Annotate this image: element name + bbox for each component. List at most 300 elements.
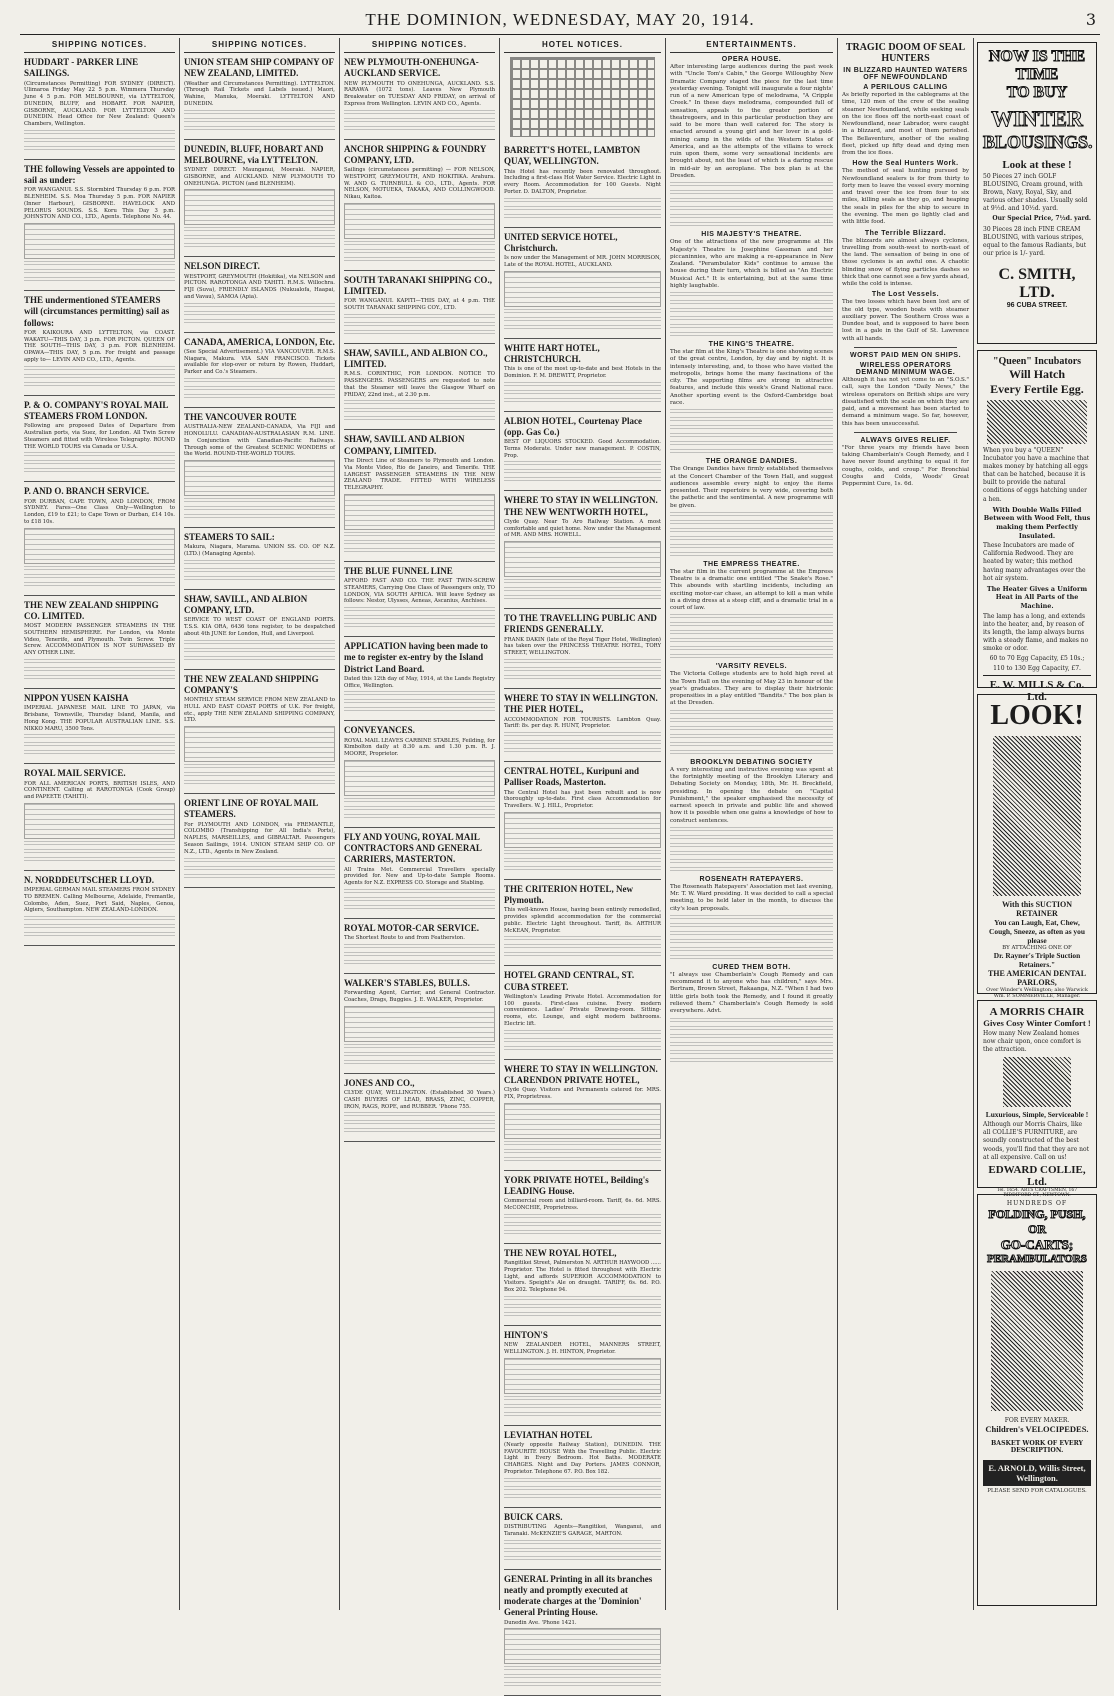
fine-print — [344, 540, 495, 546]
fine-print — [670, 300, 833, 306]
fine-print — [670, 614, 833, 620]
notice-block — [504, 1171, 661, 1244]
fine-print — [504, 952, 661, 958]
fine-print — [670, 520, 833, 526]
fine-print — [504, 1486, 661, 1492]
notice-block — [344, 562, 495, 637]
ad-text: How many New Zealand homes now chair upon, once comfort is the attraction. — [983, 1030, 1081, 1054]
fine-print — [504, 1214, 661, 1220]
fine-print — [344, 607, 495, 613]
fine-print — [184, 243, 335, 249]
notice-body: All Trains Met. Commercial Travellers specially provided for. New and Up-to-date Sample Rooms. Agents for N.Z. EXPRESS CO. Storage and Stabling. — [344, 866, 495, 887]
fine-print — [344, 905, 495, 911]
fine-print — [670, 1050, 833, 1056]
fine-print — [670, 222, 833, 228]
notice-block — [344, 919, 495, 974]
fine-print — [504, 936, 661, 942]
divider — [854, 432, 957, 433]
notice-block — [344, 974, 495, 1074]
fine-print — [670, 859, 833, 865]
notice-body: The Shortest Route to and from Featherston. — [344, 935, 465, 942]
notice-title: APPLICATION having been made to me to register ex-entry by the Island District Land Board. — [344, 641, 488, 674]
notice-block — [504, 609, 661, 689]
fine-print — [670, 552, 833, 558]
news-paragraph: "I always use Chamberlain's Cough Remedy and can recommend it to anyone who has children," says Mrs. Bertram, Brown Street, Rakaanga, N.Z. "When I had two little girls both took the Remedy, and I found it greatly relieved them." Chamberlain's Cough Remedy is sold everywhere. Advt. — [670, 971, 833, 1015]
fine-print — [24, 841, 175, 847]
fine-print — [184, 319, 335, 325]
ad-text: With Double Walls Filled Between with Wood Felt, thus making them Perfectly Insulated. — [983, 505, 1091, 540]
notice-block — [504, 1508, 661, 1570]
fine-print — [670, 726, 833, 732]
fine-print — [184, 764, 335, 770]
sailing-table — [344, 1006, 495, 1042]
fine-print — [344, 1120, 495, 1126]
notice-body: IMPERIAL GERMAN MAIL STEAMERS FROM SYDNEY TO BREMEN. Calling Melbourne, Adelaide, Fremantle, Colombo, Aden, Suez, Port Said, Naples, Genoa, Algiers, Southampton. NEW ZEALAND-LONDON. — [24, 887, 175, 914]
hotel-illustration — [510, 57, 655, 137]
notice-title: DUNEDIN, BLUFF, HOBART AND MELBOURNE, via LYTTELTON. — [184, 143, 324, 165]
notice-body: WESTPORT, GREYMOUTH (Hokitika), via NELSON and PICTON. RAROTONGA AND TAHITI. R.M.S. Willochra. FIJI (Suva), FRIENDLY ISLANDS (Nukualofa, Haapai, and Vavau), SAMOA (Apia). — [184, 273, 335, 300]
news-paragraph: A very interesting and instructive evening was spent at the fortnightly meeting of the Brooklyn Literary and Debating Society on Monday, 18th, Mr. H. Breckfield, presiding. In opening the debate on "Capital Punishment," the speaker emphasised the necessity of earnest speech in private and public life and showed how it is possible when one gains a knowledge of how to construct sentences. — [670, 766, 833, 824]
notice-body: R.M.S. CORINTHIC, FOR LONDON. NOTICE TO PASSENGERS. PASSENGERS are requested to note that the Steamer will leave the Glasgow Wharf on FRIDAY, 22nd inst., at 2.30 p.m. — [344, 371, 495, 398]
ad-headline: BLOUSINGS. — [983, 132, 1093, 152]
fine-print — [344, 257, 495, 263]
headline-seal-hunters: TRAGIC DOOM OF SEAL HUNTERS — [845, 42, 966, 64]
sailing-table — [24, 803, 175, 839]
news-heading: BROOKLYN DEBATING SOCIETY — [690, 758, 813, 766]
sailing-table — [24, 223, 175, 259]
ad-text: FOR EVERY MAKER. — [1004, 1417, 1070, 1424]
ad-text: Although our Morris Chairs, like all COLLIE'S FURNITURE, are soundly constructed of the best woods, you'll find that they are not at all expensive. Call on us! — [983, 1121, 1090, 1161]
notice-title: HUDDART - PARKER LINE SAILINGS. — [24, 57, 139, 79]
ad-c-smith — [977, 42, 1097, 344]
notice-block — [344, 828, 495, 919]
notice-body: FOR WANGANUI. KAPITI—THIS DAY, at 4 p.m. THE SOUTH TARANAKI SHIPPING COY., LTD. — [344, 298, 495, 312]
column-entertainments — [666, 38, 838, 1610]
notice-block — [504, 1244, 661, 1326]
notice-title: SHAW, SAVILL, AND ALBION CO., LIMITED. — [344, 347, 488, 370]
fine-print — [670, 638, 833, 644]
ad-headline: Gives Cosy Winter Comfort ! — [983, 1018, 1091, 1028]
fine-print — [504, 667, 661, 673]
fine-print — [184, 640, 335, 646]
fine-print — [504, 850, 661, 856]
notice-body: AFFORD FAST AND CO. THE FAST TWIN-SCREW STEAMERS, Carrying One Class of Passengers only, TO LONDON, VIA SOUTH AFRICA. Will leave Sydney as follows: Nestor, Ulysses, Aeneas, Ascanius, Anchises. — [344, 578, 495, 605]
fine-print — [670, 734, 833, 740]
fine-print — [184, 118, 335, 124]
fine-print — [504, 1682, 661, 1688]
notice-block — [184, 670, 335, 795]
notice-title: UNITED SERVICE HOTEL, Christchurch. — [504, 231, 618, 253]
notice-block — [184, 333, 335, 408]
notice-block — [504, 339, 661, 412]
fine-print — [670, 198, 833, 204]
fine-print — [504, 1494, 661, 1500]
ad-edward-collie — [977, 1000, 1097, 1198]
news-heading: CURED THEM BOTH. — [712, 963, 791, 971]
ad-headline: TO BUY — [1006, 84, 1068, 101]
sailing-table — [504, 541, 661, 577]
fine-print — [504, 858, 661, 864]
fine-print — [344, 408, 495, 414]
fine-print — [670, 718, 833, 724]
fine-print — [670, 622, 833, 628]
ad-capacity: 110 to 130 Egg Capacity, £7. — [993, 665, 1081, 673]
notice-title: UNION STEAM SHIP COMPANY OF NEW ZEALAND, LIMITED. — [184, 57, 334, 79]
ad-headline: PERAMBULATORS — [987, 1253, 1087, 1265]
fine-print — [670, 710, 833, 716]
notice-title: ALBION HOTEL, Courtenay Place (opp. Gas Co.) — [504, 415, 643, 437]
notice-body: FOR ALL AMERICAN PORTS, BRITISH ISLES, AND CONTINENT. Calling at RAROTONGA (Cook Group) and PAPEETE (TAHITI). — [24, 780, 175, 801]
ad-headline: "Queen" Incubators — [992, 356, 1082, 367]
fine-print — [504, 732, 661, 738]
fine-print — [670, 182, 833, 188]
notice-block — [24, 764, 175, 871]
ad-advertiser: E. W. MILLS & Co. Ltd. — [983, 675, 1091, 703]
notice-body: Clyde Quay. Near To Aro Railway Station. A most comfortable and quiet home. Now under the Management of MR. AND MRS. HOWELL. — [504, 518, 661, 539]
fine-print — [670, 931, 833, 937]
fine-print — [24, 460, 175, 466]
notice-block — [504, 228, 661, 339]
sailing-table — [344, 760, 495, 796]
fine-print — [670, 417, 833, 423]
article-paragraph: The method of seal hunting pursued by Newfoundland sealers is for from thirty to forty men to leave the vessel every morning and travel over the ice from four to six miles, killing seals as they go, and heaping the seals in piles for the ship to secure in the evening. The men go lightly clad and with little food. — [842, 168, 969, 226]
fine-print — [504, 1396, 661, 1402]
notice-title: SHAW, SAVILL AND ALBION COMPANY, LIMITED. — [344, 434, 465, 456]
fine-print — [670, 544, 833, 550]
notice-block — [344, 430, 495, 561]
fine-print — [344, 814, 495, 820]
fine-print — [184, 394, 335, 400]
notice-block — [504, 1326, 661, 1426]
notice-body: (Nearly opposite Railway Station), DUNEDIN. THE FAVOURITE HOUSE With the Travelling Public. Electric Light in Every Bedroom. Hot Baths. MODERATE CHARGES. Night and Day Porters. JAMES CONNOR, Proprietor. Telephone 67. P.O. Box 182. — [504, 1441, 661, 1475]
sailing-table — [504, 1628, 661, 1664]
fine-print — [504, 1666, 661, 1672]
fine-print — [344, 1112, 495, 1118]
section-head: The Terrible Blizzard. — [864, 229, 947, 237]
fine-print — [670, 441, 833, 447]
fine-print — [344, 615, 495, 621]
notice-title: WHERE TO STAY IN WELLINGTON. THE NEW WENTWORTH HOTEL, — [504, 495, 658, 517]
ad-headline: WINTER — [991, 106, 1083, 131]
fine-print — [184, 866, 335, 872]
ad-advertiser: THE AMERICAN DENTAL PARLORS, — [987, 969, 1087, 987]
ad-text: These Incubators are made of California Redwood. They are heated by water; this method having many advantages over the hot air system. — [983, 542, 1086, 582]
fine-print — [344, 623, 495, 629]
notice-block — [504, 1570, 661, 1696]
section-head: The Lost Vessels. — [871, 291, 940, 299]
notice-title: CENTRAL HOTEL, Kuripuni and Palliser Roads, Masterton. — [504, 766, 640, 788]
fine-print — [504, 309, 661, 315]
ad-mills-incubators — [977, 350, 1097, 704]
notice-body: Clyde Quay. Visitors and Permanents catered for. MRS. FIX, Proprietress. — [504, 1087, 661, 1100]
fine-print — [184, 576, 335, 582]
fine-print — [504, 1674, 661, 1680]
notice-title: ORIENT LINE OF ROYAL MAIL STEAMERS. — [184, 798, 318, 820]
fine-print — [24, 366, 175, 372]
notice-body: SERVICE TO WEST COAST OF ENGLAND PORTS. T.S.S. KIA ORA, 6436 tons register, to be despatched about 4th JUNE for London, Hull, and Liverpool. — [184, 617, 335, 637]
ad-advertiser: C. SMITH, LTD. — [998, 265, 1076, 301]
fine-print — [504, 198, 661, 204]
notice-body: (Weather and Circumstances Permitting). LYTTELTON. (Through Rail Tickets and Labels issued.) Maori, Wahine, Manuka, Moeraki. LYTTELTON AND DUNEDIN. — [184, 80, 335, 107]
notice-title: THE BLUE FUNNEL LINE — [344, 565, 453, 576]
fine-print — [670, 1034, 833, 1040]
notice-body: FOR DURBAN, CAPE TOWN, AND LONDON, FROM SYDNEY. Fares—One Class Only—Wellington to London, £19 to £21; to Cape Town or Durban, £14 10s. to £18 10s. — [24, 498, 175, 525]
fine-print — [344, 330, 495, 336]
fine-print — [24, 261, 175, 267]
notice-title: THE NEW ROYAL HOTEL, — [504, 1247, 617, 1258]
notice-block — [184, 53, 335, 140]
fine-print — [670, 512, 833, 518]
fine-print — [504, 1412, 661, 1418]
fine-print — [670, 827, 833, 833]
notice-title: BARRETT'S HOTEL, LAMBTON QUAY, WELLINGTON. — [504, 145, 641, 167]
article-paragraph: As briefly reported in the cablegrams at the time, 120 men of the crew of the sealing steamer Newfoundland, while seeking seals on the ice floes off the north-east coast of Newfoundland, near Labrador, were caught in a blizzard, and most of them perished. The Bellaventure, another of the sealing fleet, picked up fifty dead and dying men from the ice floes. — [842, 92, 969, 157]
ad-price: Our Special Price, 7½d. yard. — [992, 215, 1091, 223]
notice-title: GENERAL Printing in all its branches neatly and promptly executed at moderate charges at the 'Dominion' General Printing House. — [504, 1573, 653, 1618]
fine-print — [344, 960, 495, 966]
masthead-title: THE DOMINION, WEDNESDAY, MAY 20, 1914. — [365, 10, 755, 29]
ad-american-dental — [977, 694, 1097, 999]
fine-print — [670, 190, 833, 196]
sailing-table — [504, 271, 661, 307]
fine-print — [344, 944, 495, 950]
ad-text: HUNDREDS OF — [1006, 1200, 1068, 1207]
notice-title: SOUTH TARANAKI SHIPPING CO., LIMITED. — [344, 274, 492, 297]
ad-subhead: Luxurious, Simple, Serviceable ! — [985, 1110, 1089, 1120]
article-paragraph: "For three years my friends have been taking Chamberlain's Cough Remedy, and I have never found anything to equal it for coughs, colds, and croup." For Bronchial Coughs and Colds, Woods' Great Peppermint Cure, 1s. 6d. — [842, 444, 969, 488]
fine-print — [24, 374, 175, 380]
fine-print — [184, 656, 335, 662]
fine-print — [24, 130, 175, 136]
notice-title: THE NEW ZEALAND SHIPPING COMPANY'S — [184, 673, 319, 695]
fine-print — [344, 1128, 495, 1134]
fine-print — [504, 461, 661, 467]
sailing-table — [504, 812, 661, 848]
notice-body: Dunedin Ave. 'Phone 1421. — [504, 1619, 577, 1626]
fine-print — [504, 1404, 661, 1410]
notice-block — [344, 344, 495, 431]
notice-block — [344, 721, 495, 828]
notice-body: IMPERIAL JAPANESE MAIL LINE TO JAPAN, via Brisbane, Townsville, Thursday Island, Manila, and Hong Kong. THE POPULAR AUSTRALIAN LINE. S.S. NIKKO MARU, 3500 Tons. — [24, 705, 175, 732]
fine-print — [670, 843, 833, 849]
notice-body: Rangitikei Street, Palmerston N. ARTHUR HAYWOOD ...... Proprietor. The Hotel is fitted throughout with Electric Light, and affords SUPERIOR ACCOMMODATION to Visitors. Speight's Ale on draught. TARIFF, 6s. 6d. P.O. Box 202. Telephone 94. — [504, 1260, 661, 1294]
notice-block — [344, 1074, 495, 1143]
fine-print — [184, 780, 335, 786]
fine-print — [184, 235, 335, 241]
column-shipping-3 — [340, 38, 500, 1610]
fine-print — [670, 214, 833, 220]
fine-print — [504, 1046, 661, 1052]
notice-title: HINTON'S — [504, 1329, 548, 1340]
fine-print — [24, 849, 175, 855]
notice-title: THE following Vessels are appointed to sail as under: — [24, 163, 175, 186]
fine-print — [24, 566, 175, 572]
ad-headline: LOOK! — [990, 700, 1084, 731]
notice-body: FOR WANGANUI. S.S. Stormbird Thursday 6 p.m. FOR BLENHEIM. S.S. Moa Thursday 5 p.m. FOR NAPIER (Inner Harbour), GISBORNE. HAVELOCK AND PELORUS SOUNDS. S.S. Koru This Day 3 p.m. JOHNSTON AND CO., LTD., Agents. Telephone No. 44. — [24, 187, 175, 221]
news-paragraph: The Roseneath Ratepayers' Association met last evening, Mr. T. W. Ward presiding. It was decided to call a special meeting, to be held later in the month, to discuss the city's loan proposals. — [670, 883, 833, 912]
notice-body: Commercial room and billiard-room. Tariff, 6s. 6d. MRS. McCONCHIE, Proprietress. — [504, 1198, 661, 1212]
notice-title: THE CRITERION HOTEL, New Plymouth. — [504, 883, 634, 906]
fine-print — [504, 1157, 661, 1163]
fine-print — [344, 548, 495, 554]
column-header: SHIPPING NOTICES. — [24, 38, 175, 53]
sailing-table — [184, 726, 335, 762]
notice-body: This is one of the most up-to-date and best Hotels in the Dominion. F. M. DREWITT, Proprietor. — [504, 366, 661, 379]
ad-text: 30 Pieces 28 inch FINE CREAM BLOUSING, with various stripes, equal to the famous Radiants, but our price is 1/- yard. — [983, 225, 1087, 257]
fine-print — [504, 477, 661, 483]
fine-print — [504, 317, 661, 323]
fine-print — [670, 1018, 833, 1024]
fine-print — [24, 582, 175, 588]
notice-block — [504, 412, 661, 492]
column-shipping-1 — [20, 38, 180, 1610]
ad-subhead: Look at these ! — [1002, 159, 1072, 171]
fine-print — [670, 332, 833, 338]
news-heading: HIS MAJESTY'S THEATRE. — [701, 231, 802, 239]
fine-print — [344, 699, 495, 705]
fine-print — [504, 1030, 661, 1036]
notice-body: The Direct Line of Steamers to Plymouth and London. Via Monte Video, Rio de Janeiro, and Tenerife. THE LARGEST PASSENGER STEAMERS IN THE NEW ZEALAND TRADE. FITTED WITH WIRELESS TELEGRAPHY. — [344, 457, 495, 492]
fine-print — [24, 269, 175, 275]
notice-body: NEW PLYMOUTH TO ONEHUNGA, AUCKLAND. S.S. RARAWA (1072 tons). Leaves New Plymouth Breakwater on TUESDAY AND FRIDAY, on arrival of Express from Wellington. LEVIN AND CO., Agents. — [344, 80, 495, 107]
ad-text: The lamp has a long, and extends into the heater, and, by reason of its length, the lamp always burns with a steady flame, and makes no smoke or odor. — [983, 612, 1089, 652]
fine-print — [24, 382, 175, 388]
notice-block — [24, 596, 175, 689]
fine-print — [24, 277, 175, 283]
fine-print — [504, 206, 661, 212]
fine-print — [24, 146, 175, 152]
fine-print — [670, 646, 833, 652]
notice-title: WHITE HART HOTEL, CHRISTCHURCH. — [504, 342, 600, 364]
fine-print — [504, 1149, 661, 1155]
fine-print — [670, 316, 833, 322]
notice-block — [24, 160, 175, 291]
page-number: 3 — [1085, 10, 1096, 29]
fine-print — [344, 897, 495, 903]
fine-print — [24, 924, 175, 930]
fine-print — [504, 1304, 661, 1310]
sailing-table — [24, 528, 175, 564]
ad-footer: PLEASE SEND FOR CATALOGUES. — [987, 1488, 1087, 1494]
fine-print — [670, 654, 833, 660]
notice-title: P. AND O. BRANCH SERVICE. — [24, 486, 150, 497]
chair-illustration — [1003, 1057, 1071, 1107]
fine-print — [670, 206, 833, 212]
notice-block — [184, 257, 335, 332]
column-hotels — [500, 38, 666, 1626]
ad-text: BY ATTACHING ONE OF — [1002, 945, 1072, 951]
notice-title: STEAMERS TO SAIL: — [184, 532, 275, 543]
fine-print — [24, 916, 175, 922]
notice-body: AUSTRALIA-NEW ZEALAND-CANADA, Via FIJI and HONOLULU. CANADIAN-AUSTRALASIAN R.M. LINE. In Conjunction with Canadian-Pacific Railways. Through some of the Greatest SCENIC WONDERS of the World. ROUND-THE-WORLD TOURS. — [184, 424, 335, 458]
notice-block — [24, 291, 175, 396]
fine-print — [670, 449, 833, 455]
notice-body: Wellington's Leading Private Hotel. Accommodation for 100 guests. First-class cuisine. Every modern convenience. Ladies' Private Drawing-room. Sitting-rooms, etc. Lounge, and eight modern bathrooms. Electric lift. — [504, 993, 661, 1027]
fine-print — [184, 311, 335, 317]
subhead: WIRELESS OPERATORS DEMAND MINIMUM WAGE. — [855, 361, 956, 376]
fine-print — [504, 1478, 661, 1484]
fine-print — [344, 416, 495, 422]
notice-block — [184, 590, 335, 670]
notice-block — [24, 482, 175, 595]
ad-address: 96 CUBA STREET. — [1006, 301, 1068, 309]
news-paragraph: The star film in the current programme at the Empress Theatre is a dramatic one entitled "The Snake's Rose." This abounds with startling incidents, including an exciting motor-car chase, an attempt to kill a man while in a diving dress at a steep cliff, and a dramatic trial in a court of law. — [670, 568, 833, 612]
notice-block — [184, 528, 335, 590]
notice-title: THE undermentioned STEAMERS will (circumstances permitting) sail as follows: — [24, 295, 170, 328]
notice-block — [504, 141, 661, 228]
notice-block — [504, 689, 661, 762]
fine-print — [670, 308, 833, 314]
fine-print — [344, 118, 495, 124]
sailing-table — [184, 189, 335, 225]
notice-body: FOR KAIKOURA AND LYTTELTON, via COAST. WAKATU—THIS DAY, 3 p.m. FOR PICTON. QUEEN OF THE SOUTH—THIS DAY, 3 p.m. FOR BLENHEIM. OPAWA—THIS DAY, 5 p.m. For freight and passage apply to— LEVIN AND CO., LTD., Agents. — [24, 329, 175, 363]
column-header: ENTERTAINMENTS. — [670, 38, 833, 53]
notice-title: CANADA, AMERICA, LONDON, Etc. — [184, 336, 335, 347]
fine-print — [504, 1141, 661, 1147]
ad-text: 50 Pieces 27 inch GOLF BLOUSING, Cream ground, with Brown, Navy, Royal, Sky, and various other shades. Usually sold at 9½d. and 10½d. yard. — [983, 173, 1088, 213]
ad-capacity: 60 to 70 Egg Capacity, £5 10s.; — [989, 655, 1085, 663]
fine-print — [670, 851, 833, 857]
column-shipping-2 — [180, 38, 340, 1610]
notice-body: MONTHLY STEAM SERVICE FROM NEW ZEALAND to HULL AND EAST COAST PORTS of U.K. For freight, etc., apply THE NEW ZEALAND SHIPPING COMPANY, LTD. — [184, 697, 335, 724]
fine-print — [344, 110, 495, 116]
notice-block — [24, 689, 175, 764]
fine-print — [504, 214, 661, 220]
fine-print — [670, 409, 833, 415]
notice-block — [24, 871, 175, 946]
article-paragraph: The two losses which have been lost are of the old type, wooden boats with steamer auxiliary power. The Southern Cross was a Dundee boat, and is supposed to have been lost in a gale in the Gulf of St. Lawrence with all hands. — [842, 299, 969, 342]
notice-title: ROYAL MAIL SERVICE. — [24, 768, 126, 779]
fine-print — [184, 648, 335, 654]
notice-title: WHERE TO STAY IN WELLINGTON. CLARENDON PRIVATE HOTEL, — [504, 1063, 658, 1085]
sailing-table — [184, 460, 335, 496]
fine-print — [670, 1042, 833, 1048]
fine-print — [504, 659, 661, 665]
fine-print — [184, 378, 335, 384]
article-paragraph: The blizzards are almost always cyclones, travelling from south-west to north-east of the land. The sensation of being in one of those cyclones is an awful one. A chaotic blinding snow of flying particles dashes so thick that one cannot see a few yards ahead, while the cold is intense. — [842, 237, 969, 288]
notice-body: BEST OF LIQUORS STOCKED. Good Accommodation. Terms Moderate. Under new management. P. COSTIN, Prop. — [504, 439, 661, 459]
ad-e-arnold — [977, 1194, 1097, 1606]
ad-headline: FOLDING, PUSH, OR — [988, 1207, 1086, 1236]
news-paragraph: The star film at the King's Theatre is one showing scenes of the great centre, London, by day and by night. It is intensely interesting, and, to those who have visited the metropolis, brings home the many fascinations of the city. The supporting films are strong in attractive features, and include this week's Grand National race. Another sporting event is the Oxford-Cambridge boat race. — [670, 349, 833, 406]
notice-title: FLY AND YOUNG, ROYAL MAIL CONTRACTORS AND GENERAL CARRIERS, MASTERTON. — [344, 831, 482, 865]
ad-subhead: With this SUCTION RETAINER — [1001, 900, 1073, 918]
notice-body: Is now under the Management of MR. JOHN MORRISON, Late of the ROYAL HOTEL, AUCKLAND. — [504, 255, 661, 268]
fine-print — [670, 433, 833, 439]
notice-body: NEW ZEALANDER HOTEL, MANNERS STREET, WELLINGTON. J. H. HINTON, Proprietor. — [504, 1342, 661, 1355]
fine-print — [344, 322, 495, 328]
fine-print — [670, 630, 833, 636]
fine-print — [184, 126, 335, 132]
ad-headline: GO-CARTS; — [1000, 1237, 1074, 1252]
fine-print — [24, 667, 175, 673]
news-heading: THE KING'S THEATRE. — [708, 341, 795, 349]
notice-title: ANCHOR SHIPPING & FOUNDRY COMPANY, LTD. — [344, 143, 487, 165]
fine-print — [504, 390, 661, 396]
ad-subhead: You can Laugh, Eat, Chew, Cough, Sneeze, as often as you please — [989, 918, 1085, 945]
notice-title: WALKER'S STABLES, BULLS. — [344, 978, 470, 989]
notice-block — [344, 637, 495, 721]
notice-block — [504, 762, 661, 880]
notice-block — [344, 140, 495, 271]
fine-print — [504, 469, 661, 475]
column-news-seal-hunters — [838, 38, 974, 1610]
fine-print — [504, 1038, 661, 1044]
fine-print — [24, 574, 175, 580]
notice-block — [344, 271, 495, 344]
ad-advertiser: E. ARNOLD, Willis Street, Wellington. — [983, 1460, 1091, 1486]
man-portrait-illustration — [993, 736, 1081, 896]
